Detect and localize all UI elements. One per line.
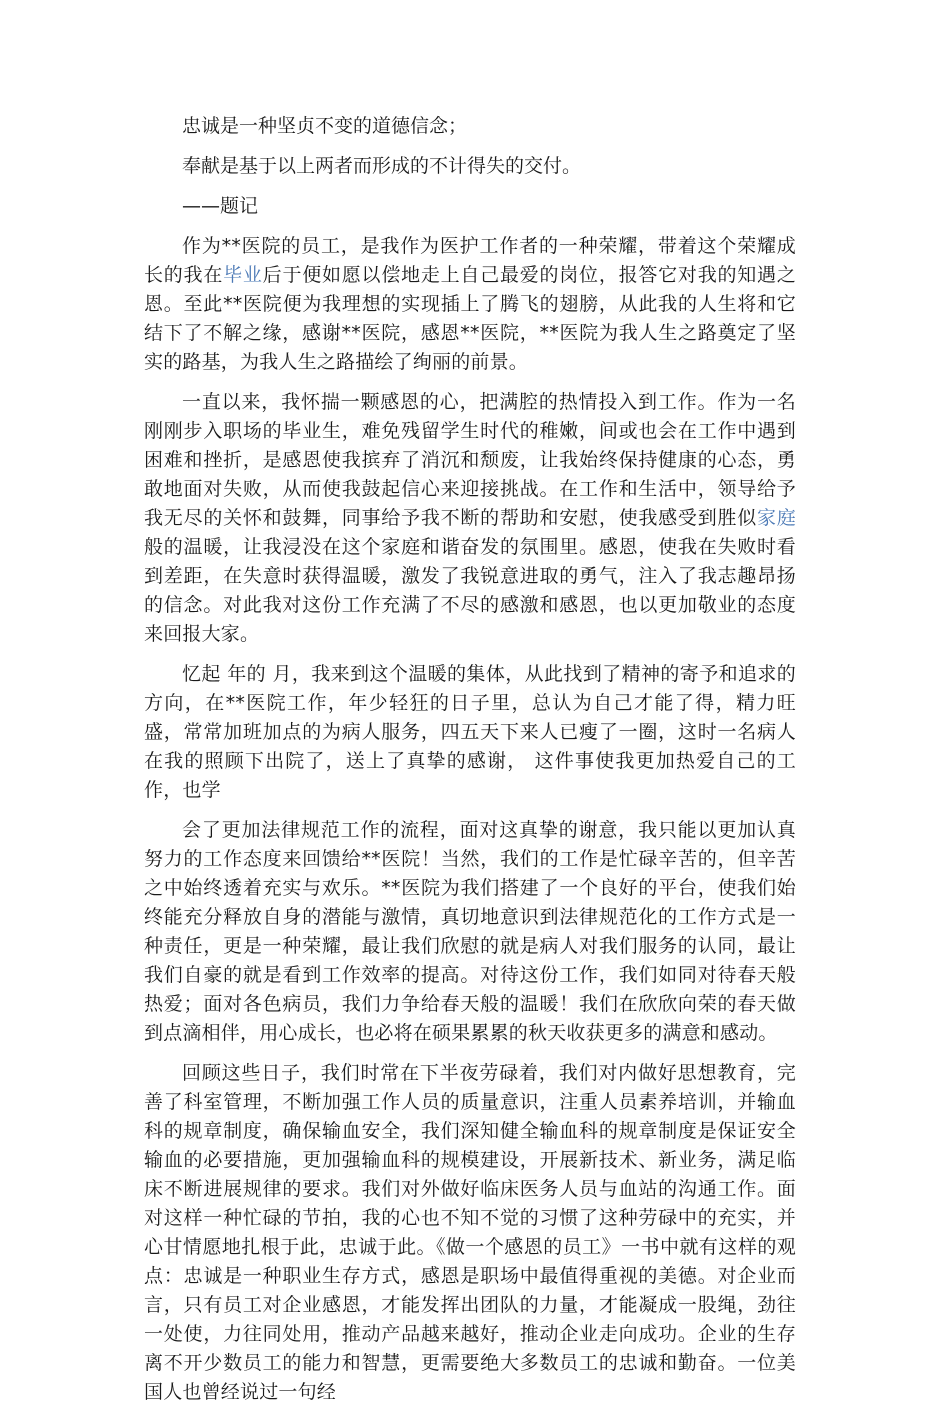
paragraph-1-text-a: 作为**医院的员工，是我作为医护工作者的一种荣耀，带着这个荣耀成长的我在 — [144, 235, 796, 286]
paragraph-1 — [144, 232, 796, 377]
paragraph-1-text-b: 后于便如愿以偿地走上自己最爱的岗位，报答它对我的知遇之恩。至此**医院便为我理想的实现插上了腾飞的翅膀，从此我的人生将和它结下了不解之缘，感谢**医院，感恩**医院，**医院为我人生之路奠定了坚实的路基，为我人生之路描绘了绚丽的前景。 — [144, 264, 797, 373]
link-graduation[interactable]: 毕业 — [223, 264, 263, 286]
epigraph-line-1: 忠诚是一种坚贞不变的道德信念； — [182, 115, 468, 137]
paragraph-5: 回顾这些日子，我们时常在下半夜劳碌着，我们对内做好思想教育，完善了科室管理，不断加强工作人员的质量意识，注重人员素养培训，并输血科的规章制度，确保输血安全，我们深知健全输血科的规章制度是保证安全输血的必要措施，更加强输血科的规模建设，开展新技术、新业务，满足临床不断进展规律的要求。我们对外做好临床医务人员与血站的沟通工作。面对这样一种忙碌的节拍，我的心也不知不觉的习惯了这种劳碌中的充实，并心甘情愿地扎根于此，忠诚于此。《做一个感恩的员工》一书中就有这样的观点：忠诚是一种职业生存方式，感恩是职场中最值得重视的美德。对企业而言，只有员工对企业感恩，才能发挥出团队的力量，才能凝成一股绳，劲往一处使，力往同处用，推动产品越来越好，推动企业走向成功。企业的生存离不开少数员工的能力和智慧，更需要绝大多数员工的忠诚和勤奋。一位美国人也曾经说过一句经 — [144, 1062, 796, 1403]
paragraph-2-text-b: 般的温暖，让我浸没在这个家庭和谐奋发的氛围里。感恩，使我在失败时看到差距，在失意时获得温暖，激发了我锐意进取的勇气，注入了我志趣昂扬的信念。对此我对这份工作充满了不尽的感激和感恩，也以更加敬业的态度来回报大家。 — [144, 536, 796, 645]
paragraph-2 — [144, 388, 796, 649]
document-page — [144, 112, 796, 1418]
epigraph-line-2: 奉献是基于以上两者而形成的不计得失的交付。 — [182, 155, 582, 177]
paragraph-2-text-a: 一直以来，我怀揣一颗感恩的心，把满腔的热情投入到工作。作为一名刚刚步入职场的毕业生，难免残留学生时代的稚嫩，间或也会在工作中遇到困难和挫折，是感恩使我摈弃了消沉和颓废，让我始终保持健康的心态，勇敢地面对失败，从而使我鼓起信心来迎接挑战。在工作和生活中，领导给予我无尽的关怀和鼓舞，同事给予我不断的帮助和安慰，使我感受到胜似 — [144, 391, 796, 529]
link-family[interactable]: 家庭 — [757, 507, 797, 529]
paragraph-3: 忆起 年的 月，我来到这个温暖的集体，从此找到了精神的寄予和追求的方向，在**医院工作，年少轻狂的日子里，总认为自己才能了得，精力旺盛，常常加班加点的为病人服务，四五天下来人已瘦了一圈，这时一名病人在我的照顾下出院了，送上了真挚的感谢， 这件事使我更加热爱自己的工作，也学 — [144, 663, 796, 801]
paragraph-4: 会了更加法律规范工作的流程，面对这真挚的谢意，我只能以更加认真努力的工作态度来回馈给**医院！当然，我们的工作是忙碌辛苦的，但辛苦之中始终透着充实与欢乐。**医院为我们搭建了一个良好的平台，使我们始终能充分释放自身的潜能与激情，真切地意识到法律规范化的工作方式是一种责任，更是一种荣耀，最让我们欣慰的就是病人对我们服务的认同，最让我们自豪的就是看到工作效率的提高。对待这份工作，我们如同对待春天般热爱；面对各色病员，我们力争给春天般的温暖！我们在欣欣向荣的春天做到点滴相伴，用心成长，也必将在硕果累累的秋天收获更多的满意和感动。 — [144, 819, 796, 1044]
epigraph-attribution: ——题记 — [182, 195, 259, 217]
